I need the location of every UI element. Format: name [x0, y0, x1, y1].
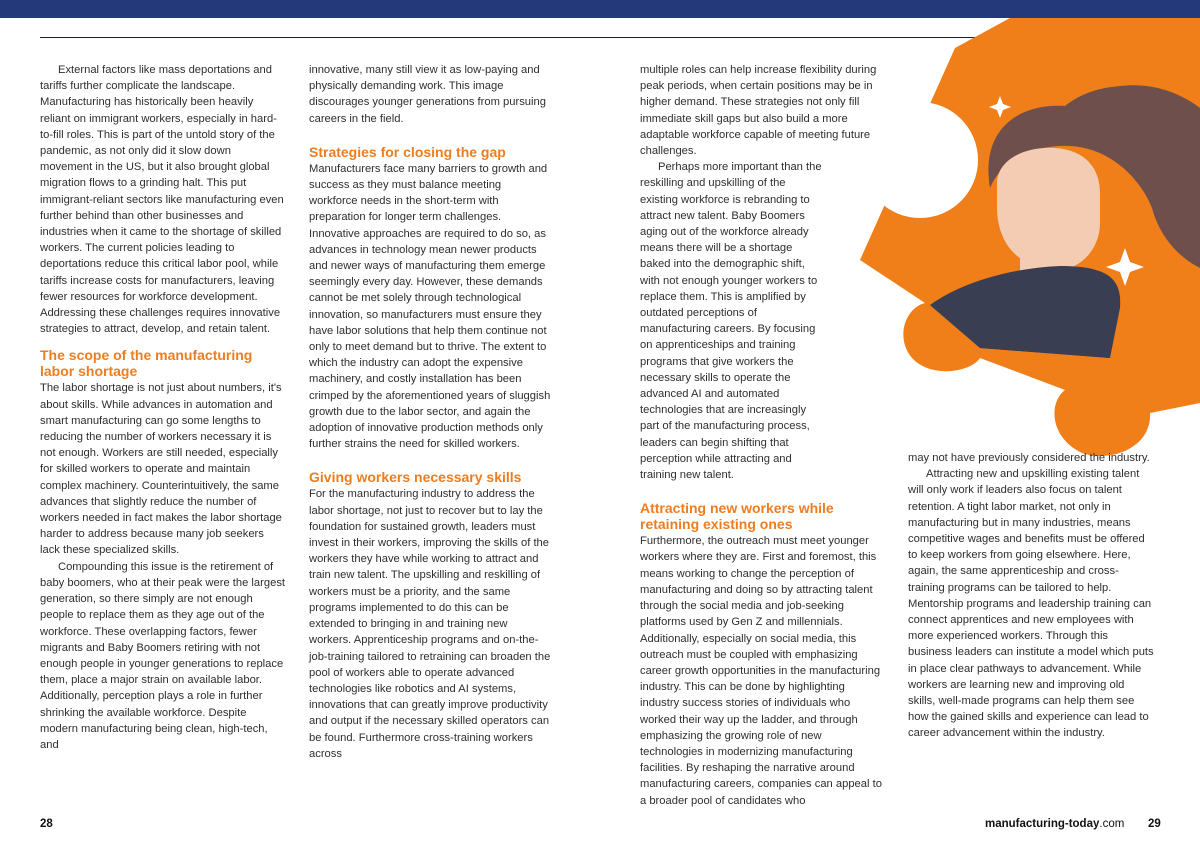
paragraph: For the manufacturing industry to address the labor shortage, not just to recover but to lay the foundation for sustained growth, leaders must invest in their workers, improving the skills of the workers they have while working to attract and train new talent. The upskilling and reskilling of workers must be a priority, and the same programs implemented to do this can be extended to bringing in and training new workers. Apprenticeship programs and on-the-job-training tailored to retraining can broaden the pool of workers able to operate advanced technologies like robotics and AI systems, innovations that can greatly improve productivity and output if the necessary skilled operators can be found. Furthermore cross-training workers across [309, 488, 551, 760]
paragraph: innovative, many still view it as low-paying and physically demanding work. This image discourages younger generations from pursuing careers in the field. [309, 64, 546, 125]
paragraph: Manufacturers face many barriers to growth and success as they must balance meeting workforce needs in the short-term with preparation for longer term challenges. Innovative approaches are required to do so, as advances in technology mean newer products and newer ways of manufacturing them emerge seemingly every day. However, these demands cannot be met solely through technological innovation, so manufacturers must ensure they have labor solutions that help them continue not only to meet demand but to thrive. The extent to which the industry can adopt the expensive machinery, and costly installation has been crimped by the aforementioned years of sluggish growth due to the labor sector, and again the adoption of innovative production methods only further strains the need for skilled workers. [309, 162, 551, 451]
paragraph: multiple roles can help increase flexibility during peak periods, when certain positions may be in higher demand. These strategies not only fill immediate skill gaps but also build a more adaptable workforce capable of meeting future challenges. [640, 64, 877, 158]
paragraph: The labor shortage is not just about numbers, it's about skills. While advances in automation and smart manufacturing can go some lengths to reducing the number of workers necessary it is not enough. Workers are still needed, especially for skilled workers to operate and maintain complex machinery. Counterintuitively, the same advances that slightly reduce the number of workers needed in fact makes the labor shortage harder to address because many job seekers lack these specialized skills. [40, 382, 282, 557]
site-tld: .com [1099, 818, 1125, 830]
paragraph: may not have previously considered the industry. [908, 452, 1150, 464]
top-color-bar [0, 0, 1200, 18]
paragraph: External factors like mass deportations and tariffs further complicate the landscape. Manufacturing has historically been heavily reliant on immigrant workers, especially in hard-to-fill roles. This is part of the untold story of the pandemic, as not only did it slow down movement in the US, but it also brought global migration flows to a grinding halt. This put immigrant-reliant sectors like manufacturing even further behind than other businesses and industries when it came to the shortage of skilled workers. The current policies leading to deportations reduce this critical labor pool, while tariffs increase costs for manufacturers, leaving fewer resources for workforce development. Addressing these challenges requires innovative strategies to attract, develop, and retain talent. [40, 64, 284, 336]
paragraph: Furthermore, the outreach must meet younger workers where they are. First and foremost, this means working to change the perception of manufacturing and doing so by attracting talent through the social media and job-seeking platforms used by Gen Z and millennials. Additionally, especially on social media, this outreach must be coupled with emphasizing career growth opportunities in the manufacturing industry. This can be done by highlighting industry success stories of individuals who worked their way up the ladder, and through emphasizing the growing role of new technologies in modernizing manufacturing facilities. By reshaping the narrative around manufacturing careers, companies can appeal to a broader pool of candidates who [640, 535, 882, 807]
article-column-3 [640, 62, 886, 809]
subheading: The scope of the manufacturing labor shortage [40, 347, 253, 380]
article-column-1 [40, 62, 286, 753]
article-column-4 [908, 450, 1154, 742]
subheading: Giving workers necessary skills [309, 469, 522, 486]
puzzle-person-illustration [860, 18, 1200, 458]
article-column-2 [309, 62, 552, 762]
site-name [985, 818, 1124, 830]
paragraph: Compounding this issue is the retirement of baby boomers, who at their peak were the largest generation, so there simply are not enough people to replace them as they age out of the workforce. These overlapping factors, fewer migrants and Baby Boomers retiring with not enough people in younger generations to replace them, place a major strain on available labor. Additionally, perception plays a role in further shrinking the available workforce. Despite modern manufacturing being clean, high-tech, and [40, 560, 286, 751]
paragraph: Perhaps more important than the reskilling and upskilling of the existing workforce is rebranding to attract new talent. Baby Boomers aging out of the workforce already means there will be a shortage baked into the demographic shift, with not enough younger workers to replace them. This is amplified by outdated perceptions of manufacturing careers. By focusing on apprenticeships and training programs that give workers the necessary skills to operate the advanced AI and automated technologies that are increasingly part of the manufacturing process, leaders can begin shifting that perception while attracting and training new talent. [640, 161, 822, 482]
subheading: Attracting new workers while retaining existing ones [640, 500, 834, 533]
page-number-right: 29 [1148, 818, 1161, 830]
paragraph: Attracting new and upskilling existing talent will only work if leaders also focus on talent retention. A tight labor market, not only in manufacturing but in many industries, means competitive wages and benefits must be offered to keep workers from going elsewhere. Here, again, the same apprenticeship and cross-training programs can be tailored to help. Mentorship programs and leadership training can connect apprentices and new employees with more experienced workers. Through this business leaders can institute a model which puts in place clear pathways to advancement. While workers are learning new and improving old skills, well-made programs can help them see how the gained skills and experience can lead to career advancement within the industry. [908, 468, 1154, 740]
page-number-left: 28 [40, 818, 53, 830]
subheading: Strategies for closing the gap [309, 143, 506, 160]
site-domain: manufacturing-today [985, 818, 1100, 830]
